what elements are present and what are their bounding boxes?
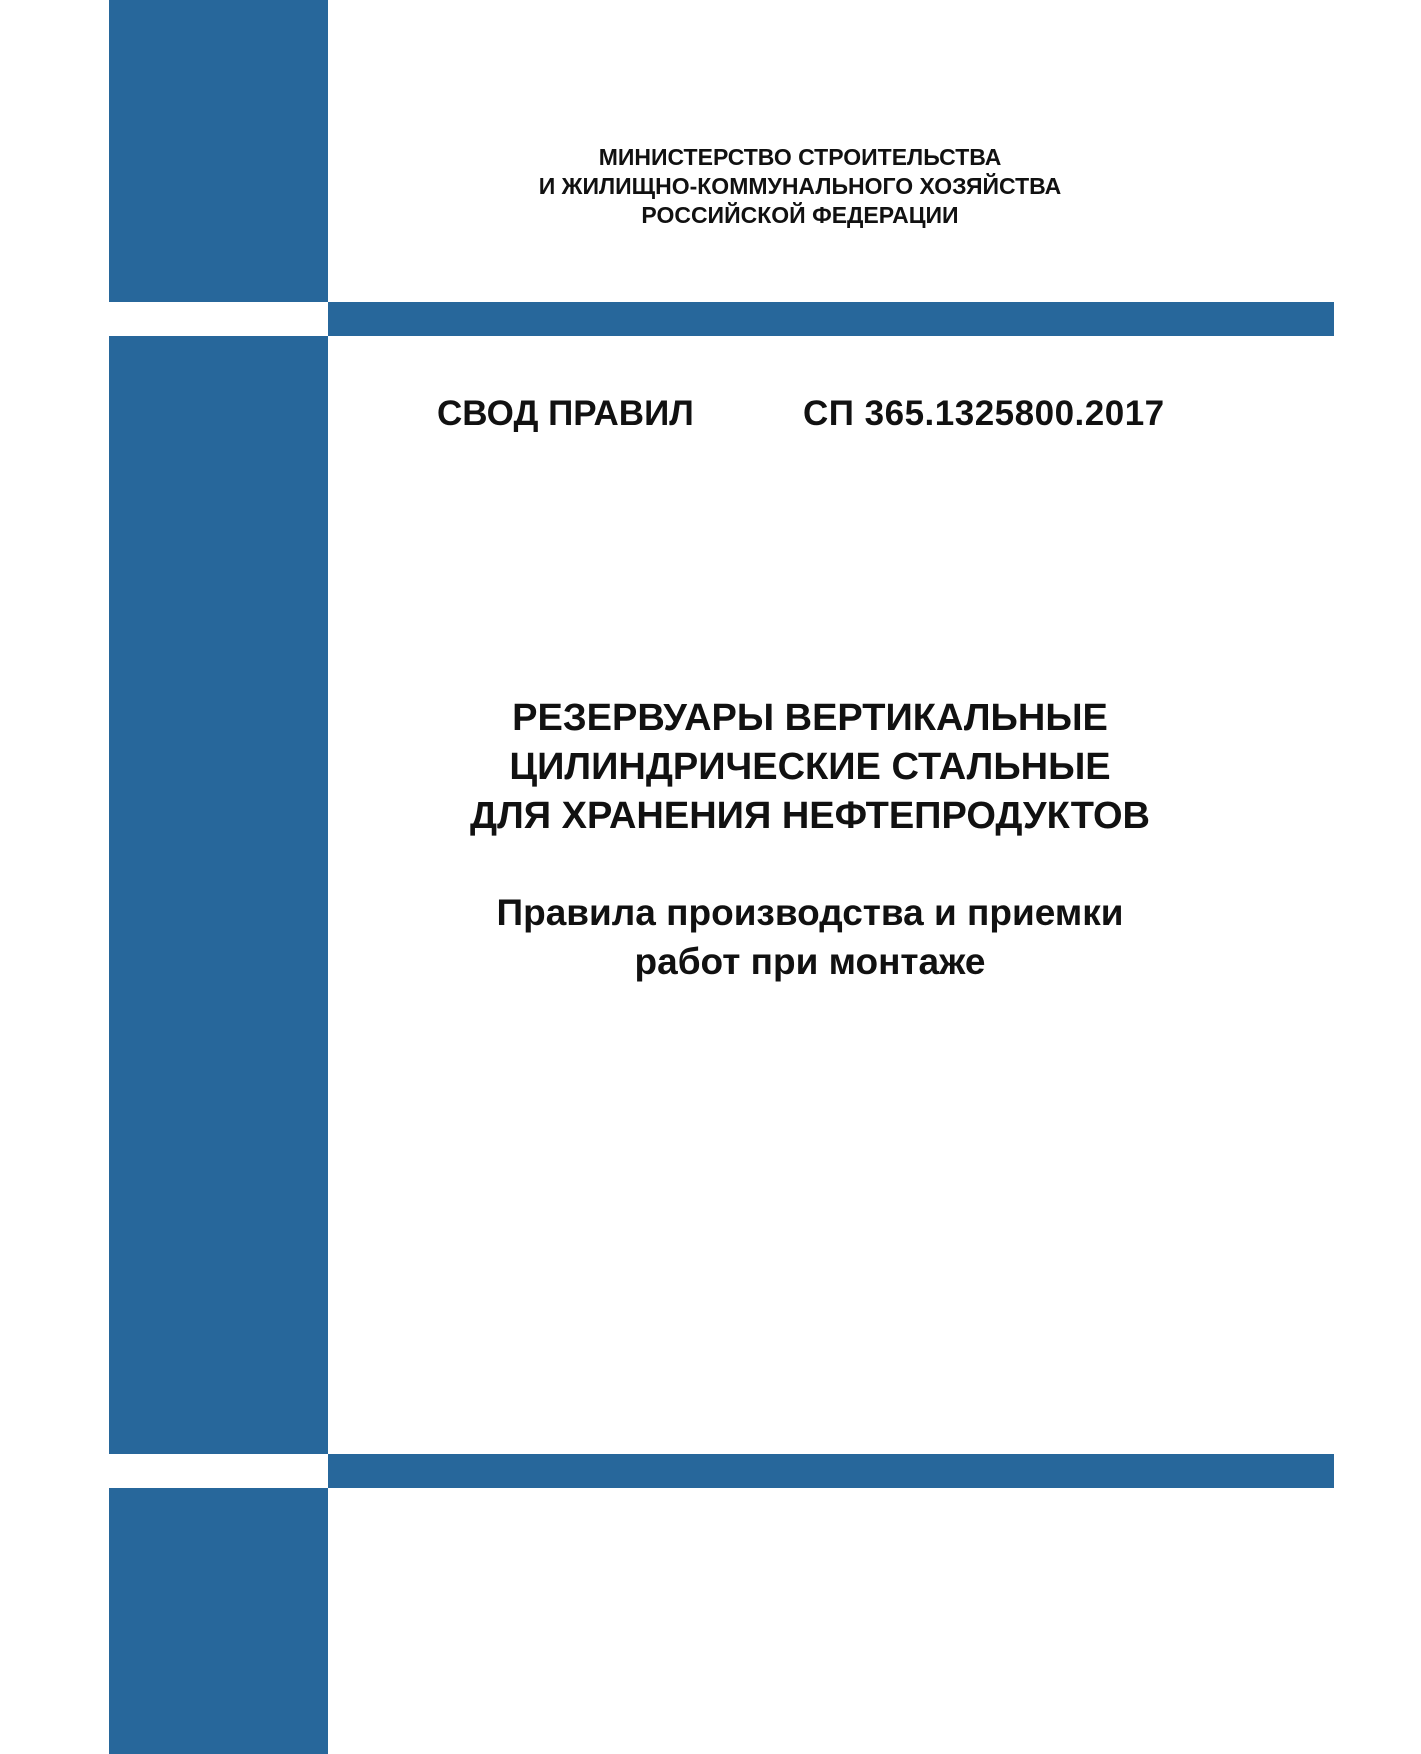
document-title <box>380 694 1240 841</box>
left-column-band-top <box>109 0 328 302</box>
horizontal-bar-top <box>328 302 1334 336</box>
title-line: РЕЗЕРВУАРЫ ВЕРТИКАЛЬНЫЕ <box>512 697 1108 739</box>
title-line: ЦИЛИНДРИЧЕСКИЕ СТАЛЬНЫЕ <box>509 746 1111 788</box>
left-column-band-middle <box>109 336 328 1454</box>
title-line: ДЛЯ ХРАНЕНИЯ НЕФТЕПРОДУКТОВ <box>470 795 1150 837</box>
horizontal-bar-bottom <box>328 1454 1334 1488</box>
left-column-band-bottom <box>109 1488 328 1754</box>
document-code: СП 365.1325800.2017 <box>803 394 1165 433</box>
ministry-line: МИНИСТЕРСТВО СТРОИТЕЛЬСТВА <box>598 144 1002 170</box>
document-type-label: СВОД ПРАВИЛ <box>437 394 694 433</box>
ministry-line: И ЖИЛИЩНО-КОММУНАЛЬНОГО ХОЗЯЙСТВА <box>538 173 1062 199</box>
ministry-heading <box>440 143 1160 230</box>
ministry-line: РОССИЙСКОЙ ФЕДЕРАЦИИ <box>641 202 959 228</box>
subtitle-line: работ при монтаже <box>634 941 986 982</box>
subtitle-line: Правила производства и приемки <box>496 892 1124 933</box>
document-subtitle <box>380 888 1240 986</box>
